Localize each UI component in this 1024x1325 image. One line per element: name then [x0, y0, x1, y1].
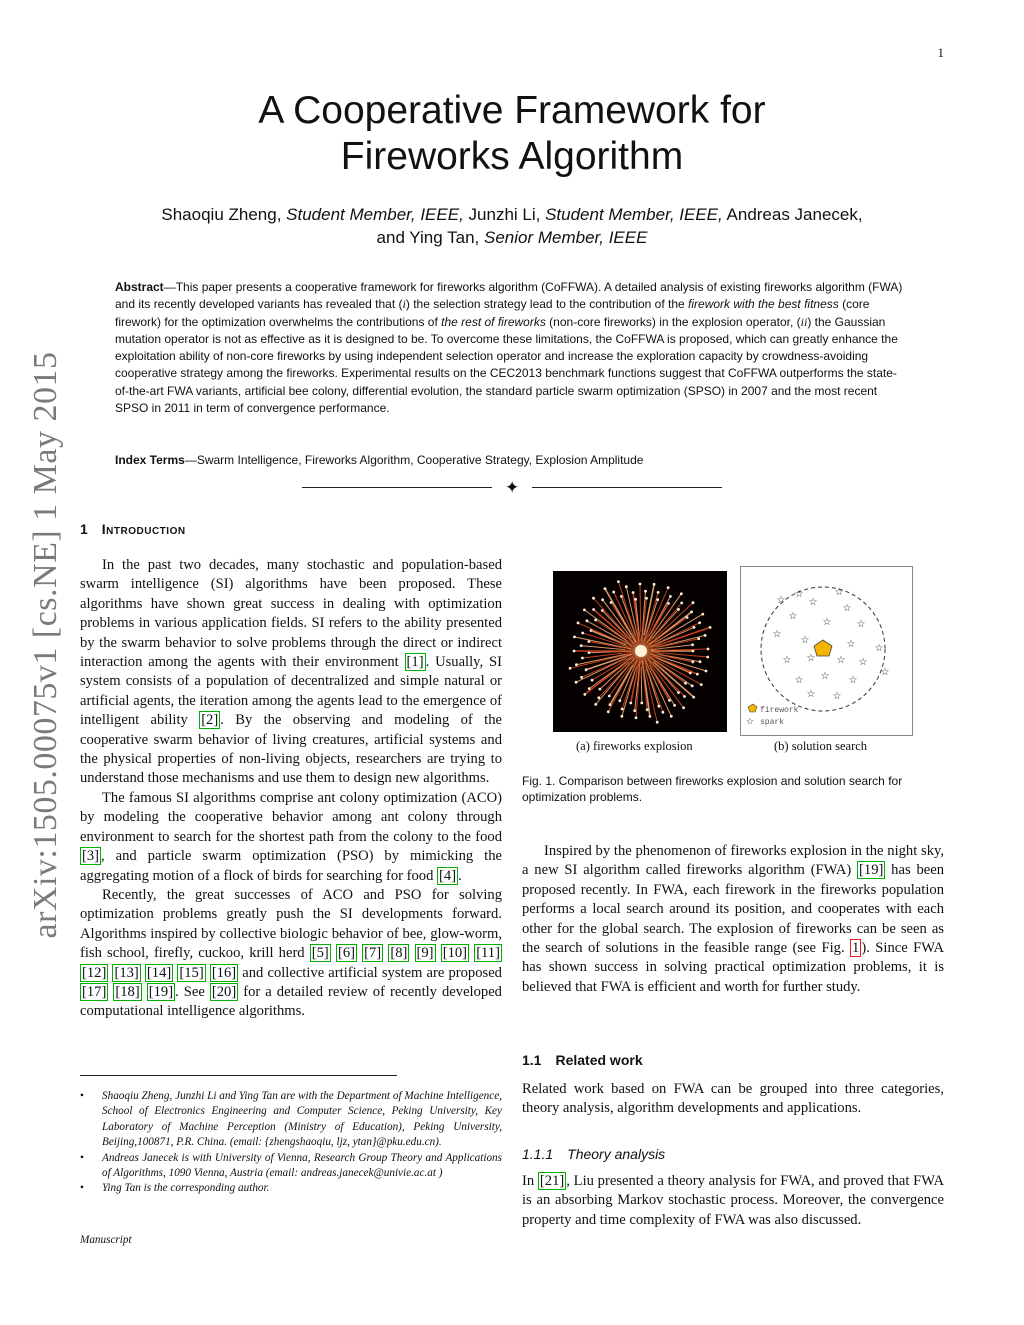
burst-spark: [656, 598, 659, 601]
legend-spark-icon: ☆: [746, 717, 755, 727]
text-run: , and particle swarm optimization (PSO) by mimicking the aggregating motion of a flock of birds for searching for food: [80, 848, 502, 884]
burst-spark: [569, 667, 572, 670]
text-run: .: [458, 867, 462, 884]
citation-link[interactable]: [2]: [201, 712, 219, 729]
burst-spark: [646, 708, 649, 711]
burst-spark: [673, 704, 676, 707]
section-number: 1: [80, 521, 88, 537]
paragraph: [80, 886, 502, 1022]
subsubsection-title: Theory analysis: [567, 1146, 666, 1162]
citation-link[interactable]: [7]: [364, 945, 382, 962]
author-name: Shaoqiu Zheng,: [161, 205, 287, 224]
burst-spark: [689, 672, 692, 675]
citation-link[interactable]: [6]: [337, 945, 355, 962]
burst-spark: [581, 657, 584, 660]
burst-spark: [680, 592, 683, 595]
spark-star-icon: ☆: [880, 667, 890, 678]
spark-star-icon: ☆: [794, 675, 804, 686]
spark-star-icon: ☆: [832, 691, 842, 702]
legend-firework-label: firework: [760, 706, 799, 715]
burst-spark: [691, 643, 694, 646]
author-role: Student Member, IEEE,: [545, 205, 723, 224]
author-role: Senior Member, IEEE: [483, 228, 648, 247]
spark-star-icon: ☆: [848, 675, 858, 686]
burst-spark: [698, 621, 701, 624]
spark-star-icon: ☆: [856, 619, 866, 630]
footnote-text: Shaoqiu Zheng, Junzhi Li and Ying Tan are with the Department of Machine Intelligence, School of Electronics Engineering and Computer Science, Peking University, Key Laboratory of Machine Perception (Ministry of Education), Peking University, Beijing,100871, P.R. China. (email: {zhengshaoqiu, ljz, ytan}@pku.edu.cn).: [102, 1090, 502, 1149]
arxiv-stamp: arXiv:1505.00075v1 [cs.NE] 1 May 2015: [27, 351, 64, 939]
author-line-1: [100, 203, 924, 226]
text-run: . Usually, SI system consists of a population of decentralized and simple natural or artificial agents, the iteration among the agents lead to the emergence of intelligent ability: [80, 654, 502, 729]
citation-link[interactable]: [17]: [82, 983, 107, 1000]
burst-spark: [704, 634, 707, 637]
burst-spark: [692, 601, 695, 604]
spark-star-icon: ☆: [808, 597, 818, 608]
burst-spark: [649, 715, 652, 718]
paragraph: [80, 789, 502, 886]
burst-spark: [697, 637, 700, 640]
author-role: Student Member, IEEE,: [286, 205, 464, 224]
footnote-item: [80, 1181, 502, 1196]
burst-spark: [604, 587, 607, 590]
burst-spark: [586, 619, 589, 622]
burst-spark: [609, 703, 612, 706]
abstract: [115, 279, 910, 417]
citation-link[interactable]: [11]: [476, 945, 500, 962]
manuscript-label: Manuscript: [80, 1234, 132, 1246]
spark-star-icon: ☆: [806, 653, 816, 664]
burst-spark: [677, 691, 680, 694]
legend-spark-label: spark: [760, 718, 785, 727]
section-heading-introduction: [80, 521, 186, 537]
theory-analysis-body: [522, 1172, 944, 1230]
burst-spark: [693, 626, 696, 629]
spark-star-icon: ☆: [842, 603, 852, 614]
burst-spark: [684, 682, 687, 685]
abstract-text: ) the Gaussian mutation operator is not as effective as it is designed to be. To overcome these limitations, the CoFFWA is proposed, which can greatly enhance the exploitation ability of non-core fireworks by using independent selection operator and increase the exploration capacity by crowdness-avoiding cooperative strategy among the fireworks. Experimental results on the CEC2013 benchmark functions suggest that CoFFWA outperforms the state-of-the-art FWA variants, artificial bee colony, differential evolution, the standard particle swarm optimization (SPSO) in 2007 and the most recent SPSO in 2011 in term of convergence performance.: [115, 314, 898, 416]
author-name: Andreas Janecek,: [722, 205, 863, 224]
citation-link[interactable]: [18]: [115, 983, 140, 1000]
bullet-icon: •: [80, 1151, 84, 1164]
text-run: ). Since FWA has shown success in solving practical optimization problems, it is believed that FWA is efficient and worth for further study.: [522, 940, 944, 995]
subsubsection-heading-theory-analysis: [522, 1146, 665, 1162]
burst-spark: [653, 583, 656, 586]
footnote-item: [80, 1089, 502, 1151]
spark-star-icon: ☆: [782, 655, 792, 666]
citation-link[interactable]: [10]: [442, 945, 468, 962]
burst-spark: [667, 586, 670, 589]
figure-caption: Fig. 1. Comparison between fireworks explosion and solution search for optimization problems.: [522, 774, 903, 804]
subsection-heading-related-work: [522, 1052, 643, 1068]
spark-star-icon: ☆: [836, 655, 846, 666]
spark-star-icon: ☆: [822, 617, 832, 628]
divider-diamond-icon: ✦: [505, 478, 520, 497]
text-run: In the past two decades, many stochastic and population-based swarm intelligence (SI) algorithms have been proposed. These algorithms have shown great success in dealing with optimization problems in various application fields. SI refers to the ability presented by the swarm behavior to solve problems through the direct or indirect interaction among the agents with their environment: [80, 557, 502, 671]
text-run: has been proposed recently. In FWA, each firework in the fireworks population performs a local search around its position, and cooperates with each other for the global search. The explosion of fireworks can be seen as the search of solutions in the feasible range (see Fig.: [522, 862, 944, 957]
burst-spark: [581, 632, 584, 635]
burst-spark: [706, 656, 709, 659]
subsection-number: 1.1: [522, 1052, 542, 1068]
burst-spark: [686, 616, 689, 619]
section-title: Introduction: [101, 521, 186, 537]
burst-spark: [696, 673, 699, 676]
bullet-icon: •: [80, 1182, 84, 1195]
burst-spark: [677, 608, 680, 611]
spark-star-icon: ☆: [820, 671, 830, 682]
abstract-text: —This paper presents a cooperative framework for fireworks algorithm (CoFFWA). A detailed analysis of existing fireworks algorithm (FWA) and its recently developed variants has revealed that (: [115, 280, 903, 312]
figure-solution-search-diagram: [740, 566, 913, 736]
burst-spark: [585, 668, 588, 671]
burst-spark: [657, 591, 660, 594]
burst-spark: [692, 696, 695, 699]
author-name: and Ying Tan,: [376, 228, 484, 247]
burst-spark: [634, 598, 637, 601]
burst-spark: [617, 580, 620, 583]
burst-spark: [575, 663, 578, 666]
burst-spark: [575, 681, 578, 684]
abstract-emphasis: firework with the best fitness: [688, 297, 839, 312]
citation-link[interactable]: [16]: [211, 964, 237, 981]
citation-link[interactable]: [9]: [416, 945, 434, 962]
divider-rule-right: [532, 487, 722, 488]
spark-star-icon: ☆: [776, 595, 786, 606]
spark-star-icon: ☆: [772, 629, 782, 640]
burst-spark: [594, 703, 597, 706]
abstract-text: (core firework) for the optimization overwhelms the contributions of: [115, 297, 870, 329]
subsubsection-number: 1.1.1: [522, 1146, 554, 1162]
figure-ref-link[interactable]: 1: [852, 940, 860, 957]
burst-spark: [580, 644, 583, 647]
spark-star-icon: ☆: [800, 635, 810, 646]
citation-link[interactable]: [13]: [114, 964, 139, 981]
author-line-2: [100, 226, 924, 249]
burst-spark: [612, 591, 615, 594]
title-line-1: A Cooperative Framework for: [258, 89, 766, 132]
text-run: Inspired by the phenomenon of fireworks explosion in the night sky, a new SI algorithm called fireworks algorithm (FWA): [522, 843, 944, 879]
citation-link[interactable]: [1]: [406, 654, 424, 671]
citation-link[interactable]: [3]: [82, 848, 100, 865]
text-run: and collective artificial system are proposed: [238, 964, 502, 981]
burst-spark: [707, 648, 710, 651]
burst-spark: [639, 583, 642, 586]
abstract-roman-i: i: [402, 297, 406, 312]
solution-search-svg: [741, 567, 912, 735]
spark-star-icon: ☆: [788, 611, 798, 622]
paragraph: [80, 556, 502, 789]
text-run: . By the observing and modeling of the cooperative swarm behavior of living creatures, artificial systems and the physical properties of non-living objects, researchers are trying to understand those mechanisms and use them to design new algorithms.: [80, 712, 502, 787]
citation-link[interactable]: [8]: [390, 945, 408, 962]
text-run: . See: [175, 983, 210, 1000]
paper-title: [0, 88, 1024, 180]
burst-spark: [709, 626, 712, 629]
title-line-2: Fireworks Algorithm: [340, 135, 684, 178]
citation-link[interactable]: [19]: [148, 983, 174, 1000]
burst-spark: [597, 696, 600, 699]
paragraph: [522, 842, 944, 997]
related-work-body: [522, 1080, 944, 1119]
footnote-text: Andreas Janecek is with University of Vienna, Research Group Theory and Applications of Algorithms, 1090 Vienna, Austria (email: andreas.janecek@univie.ac.at ): [102, 1151, 502, 1180]
legend-firework-icon: [748, 704, 757, 712]
citation-link[interactable]: [20]: [211, 983, 237, 1000]
burst-spark: [608, 695, 611, 698]
burst-spark: [573, 650, 576, 653]
burst-spark: [670, 715, 673, 718]
burst-spark: [668, 699, 671, 702]
subcaption-b: (b) solution search: [774, 739, 868, 753]
firework-pentagon-icon: [814, 640, 832, 656]
burst-spark: [644, 590, 647, 593]
burst-spark: [669, 595, 672, 598]
burst-spark: [667, 602, 670, 605]
abstract-roman-ii: ii: [800, 314, 808, 329]
spark-star-icon: ☆: [794, 589, 804, 600]
burst-spark: [700, 683, 703, 686]
author-name: Junzhi Li,: [463, 205, 546, 224]
figure-fireworks-explosion-image: [553, 571, 727, 732]
spark-star-icon: ☆: [834, 587, 844, 598]
citation-link[interactable]: [19]: [859, 862, 884, 879]
index-terms: [115, 453, 910, 467]
burst-spark: [701, 613, 704, 616]
subsection-title: Related work: [555, 1052, 643, 1068]
citation-link[interactable]: [14]: [146, 964, 172, 981]
abstract-emphasis: the rest of fireworks: [441, 314, 546, 329]
burst-spark: [629, 702, 632, 705]
burst-spark: [658, 705, 661, 708]
footnote-rule: [80, 1075, 397, 1076]
text-run: for a detailed review of recently developed computational intelligence algorithms.: [80, 983, 502, 1020]
index-terms-label: Index Terms: [115, 453, 185, 467]
text-run: , Liu presented a theory analysis for FWA, and proved that FWA is an absorbing Markov stochastic process. Moreover, the convergence property and time complexity of FWA was also discussed.: [522, 1173, 944, 1228]
spark-star-icon: ☆: [874, 643, 884, 654]
burst-spark: [583, 693, 586, 696]
spark-star-icon: ☆: [846, 639, 856, 650]
burst-spark: [691, 685, 694, 688]
abstract-text: (non-core fireworks) in the explosion operator, (: [545, 314, 801, 329]
burst-spark: [618, 699, 621, 702]
burst-spark: [592, 597, 595, 600]
text-run: In: [522, 1173, 538, 1189]
burst-spark: [640, 702, 643, 705]
abstract-label: Abstract: [115, 280, 164, 294]
bullet-icon: •: [80, 1090, 84, 1102]
divider-rule-left: [302, 487, 492, 488]
burst-spark: [691, 661, 694, 664]
author-list: [100, 203, 924, 249]
paragraph: Related work based on FWA can be grouped into three categories, theory analysis, algorithm developments and applications.: [522, 1081, 944, 1117]
index-terms-text: —Swarm Intelligence, Fireworks Algorithm, Cooperative Strategy, Explosion Amplitude: [184, 453, 644, 467]
footnote-text: Ying Tan is the corresponding author.: [102, 1182, 270, 1195]
burst-spark: [632, 591, 635, 594]
burst-spark: [577, 622, 580, 625]
abstract-text: ) the selection strategy lead to the contribution of the: [405, 297, 689, 312]
burst-spark: [583, 609, 586, 612]
burst-spark: [705, 670, 708, 673]
burst-spark: [699, 660, 702, 663]
burst-spark: [625, 585, 628, 588]
citation-link[interactable]: [21]: [539, 1173, 565, 1189]
intro-body-left: [80, 556, 502, 1022]
citation-link[interactable]: [12]: [82, 964, 107, 981]
subcaption-a: (a) fireworks explosion: [576, 739, 693, 753]
burst-spark: [592, 608, 595, 611]
spark-star-icon: ☆: [806, 689, 816, 700]
burst-spark: [680, 602, 683, 605]
citation-link[interactable]: [15]: [179, 964, 204, 981]
fireworks-burst-icon: [553, 571, 727, 732]
burst-spark: [662, 711, 665, 714]
burst-spark: [601, 598, 604, 601]
burst-spark: [599, 688, 602, 691]
burst-spark: [588, 687, 591, 690]
burst-spark: [682, 706, 685, 709]
burst-spark: [656, 721, 659, 724]
burst-spark: [633, 709, 636, 712]
burst-spark: [690, 611, 693, 614]
burst-spark: [635, 716, 638, 719]
intro-body-right: [522, 842, 944, 997]
burst-spark: [683, 695, 686, 698]
burst-spark: [573, 636, 576, 639]
paragraph: [522, 1172, 944, 1230]
burst-spark: [621, 708, 624, 711]
burst-spark: [591, 679, 594, 682]
burst-spark: [645, 597, 648, 600]
text-run: Recently, the great successes of ACO and PSO for solving optimization problems greatly push the SI developments forward. Algorithms inspired by collective biologic behavior of bee, glow-worm, fish school, firefly, cuckoo, krill herd: [80, 886, 502, 962]
footnotes: [80, 1089, 502, 1197]
footnote-item: [80, 1151, 502, 1182]
spark-star-icon: ☆: [858, 657, 868, 668]
citation-link[interactable]: [4]: [439, 867, 457, 884]
citation-link[interactable]: [5]: [311, 945, 329, 962]
burst-spark: [607, 710, 610, 713]
text-run: The famous SI algorithms comprise ant colony optimization (ACO) by modeling the cooperative behavior among ant colony through environment to search for the shortest path from the colony to the food: [80, 789, 502, 845]
burst-spark: [621, 715, 624, 718]
page-number: 1: [937, 45, 944, 60]
burst-spark: [580, 676, 583, 679]
burst-spark: [692, 650, 695, 653]
